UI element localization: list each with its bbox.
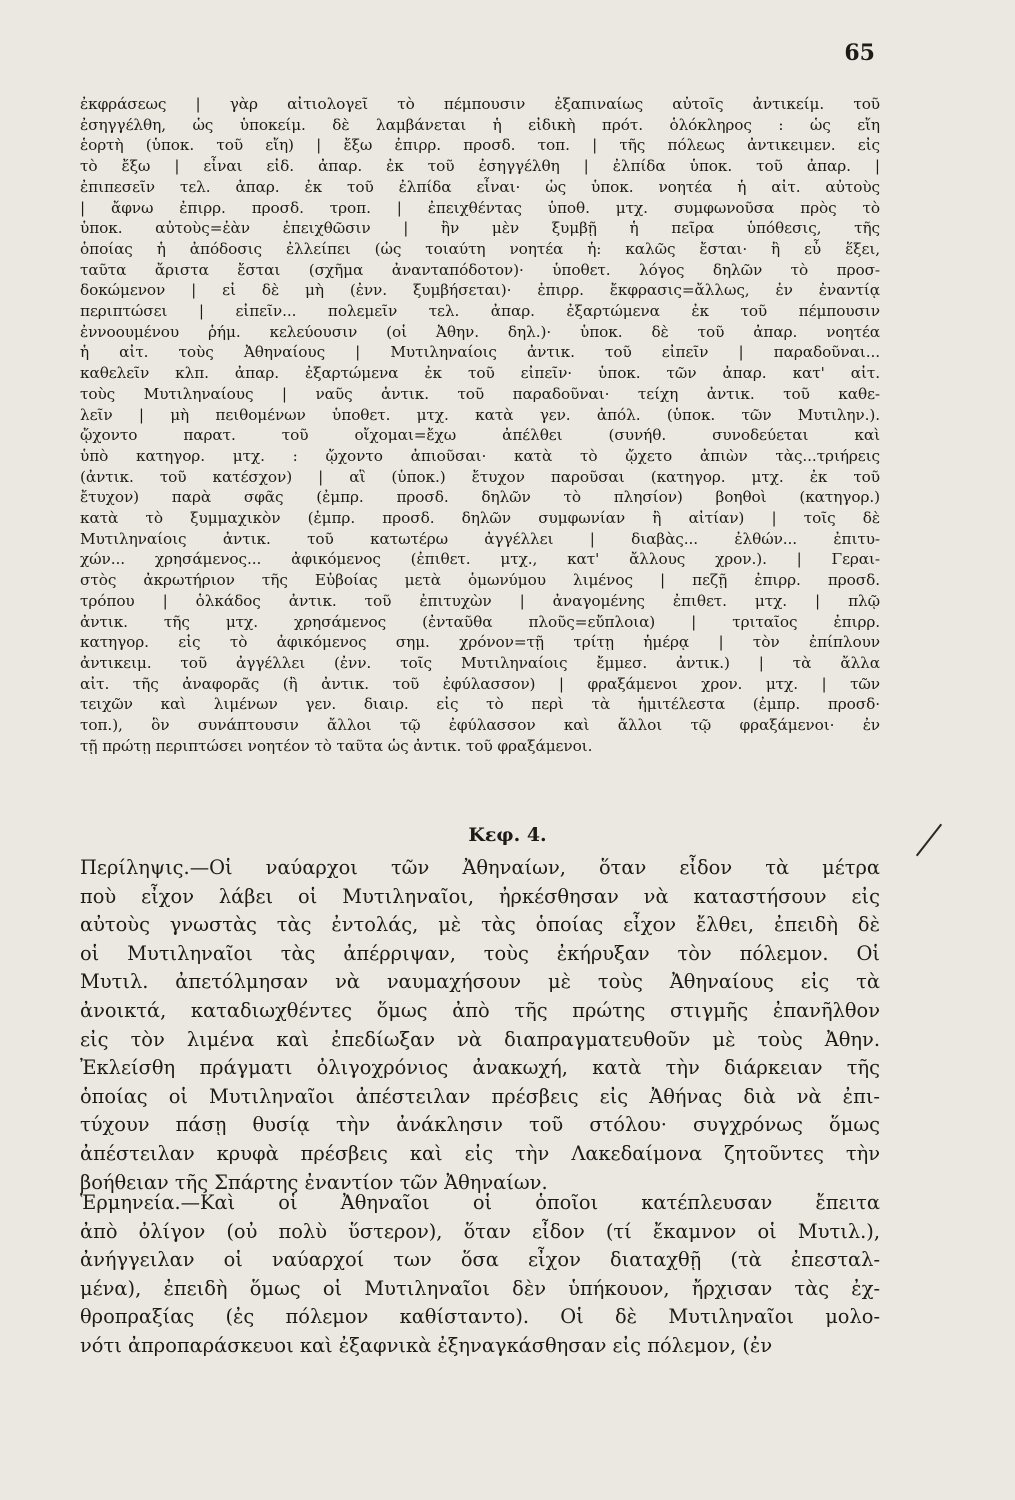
interpretation-paragraph [80,1189,880,1361]
notes-line: κατὰ τὸ ξυμμαχικὸν (ἐμπρ. προσδ. δηλῶν συμφωνίαν ἢ αἰτίαν) | τοῖς δὲ [80,509,880,528]
interpretation-line: μένα), ἐπειδὴ ὅμως οἱ Μυτιληναῖοι δὲν ὑπήκουον, ἤρχισαν τὰς ἐχ- [80,1276,880,1300]
notes-line: ἐννοουμένου ῥήμ. κελεύουσιν (οἱ Ἀθην. δηλ.)· ὑποκ. δὲ τοῦ ἀπαρ. νοητέα [80,322,880,341]
summary-line: τύχουν πάσῃ θυσίᾳ τὴν ἀνάκλησιν τοῦ στόλου· συγχρόνως ὅμως [80,1113,880,1137]
summary-line: Μυτιλ. ἀπετόλμησαν νὰ ναυμαχήσουν μὲ τοὺς Ἀθηναίους εἰς τὰ [80,970,880,994]
summary-line: Ἐκλείσθη πράγματι ὀλιγοχρόνιος ἀνακωχή, κατὰ τὴν διάρκειαν τῆς [80,1056,880,1080]
notes-line: ἑορτὴ (ὑποκ. τοῦ εἴη) | ἔξω ἐπιρρ. προσδ. τοπ. | τῆς πόλεως ἀντικειμεν. εἰς [80,136,880,155]
notes-line: | ἄφνω ἐπιρρ. προσδ. τροπ. | ἐπειχθέντας ὑποθ. μτχ. συμφωνοῦσα πρὸς τὸ [80,198,880,217]
notes-line: ἐκφράσεως | γὰρ αἰτιολογεῖ τὸ πέμπουσιν ἐξαπιναίως αὐτοῖς ἀντικείμ. τοῦ [80,95,880,113]
notes-line: ὁποίας ἡ ἀπόδοσις ἐλλείπει (ὡς τοιαύτη νοητέα ἡ: καλῶς ἔσται· ἢ εὖ ἕξει, [80,239,880,258]
summary-line: βοήθειαν τῆς Σπάρτης ἐναντίον τῶν Ἀθηναίων. [80,1170,548,1194]
notes-line: περιπτώσει | εἰπεῖν... πολεμεῖν τελ. ἀπαρ. ἐξαρτώμενα ἐκ τοῦ πέμπουσιν [80,302,880,321]
notes-line: τὸ ἔξω | εἶναι εἰδ. ἀπαρ. ἐκ τοῦ ἐσηγγέλθη | ἐλπίδα ὑποκ. τοῦ ἀπαρ. | [80,157,880,176]
summary-line: αὐτοὺς γνωστὰς τὰς ἐντολάς, μὲ τὰς ὁποίας εἶχον ἔλθει, ἐπειδὴ δὲ [80,913,880,937]
summary-paragraph [80,854,880,1197]
notes-line: τειχῶν καὶ λιμένων γεν. διαιρ. εἰς τὸ περὶ τὰ ἡμιτέλεστα (ἐμπρ. προσδ· [80,695,880,714]
notes-line: ὑπὸ κατηγορ. μτχ. : ᾤχοντο ἀπιοῦσαι· κατὰ τὸ ᾤχετο ἀπιὼν τὰς...τριήρεις [80,446,880,465]
notes-line: τῇ πρώτῃ περιπτώσει νοητέον τὸ ταῦτα ὡς ἀντικ. τοῦ φραξάμενοι. [80,736,593,755]
notes-line: ἡ αἰτ. τοὺς Ἀθηναίους | Μυτιληναίοις ἀντικ. τοῦ εἰπεῖν | παραδοῦναι... [80,343,880,362]
notes-line: τοπ.), ὃν συνάπτουσιν ἄλλοι τῷ ἐφύλασσον καὶ ἄλλοι τῷ φραξάμενοι· ἐν [80,716,880,735]
notes-line: αἰτ. τῆς ἀναφορᾶς (ἢ ἀντικ. τοῦ ἐφύλασσον) | φραξάμενοι χρον. μτχ. | τῶν [80,674,880,693]
summary-line: οἱ Μυτιληναῖοι τὰς ἀπέρριψαν, τοὺς ἐκήρυξαν τὸν πόλεμον. Οἱ [80,941,880,965]
notes-line: κατηγορ. εἰς τὸ ἀφικόμενος σημ. χρόνον=τῇ τρίτῃ ἡμέρᾳ | τὸν ἐπίπλουν [80,633,880,652]
notes-line: στὸς ἀκρωτήριον τῆς Εὐβοίας μετὰ ὁμωνύμου λιμένος | πεζῇ ἐπιρρ. προσδ. [80,571,880,590]
notes-line: ἀντικ. τῆς μτχ. χρησάμενος (ἐνταῦθα πλοῦς=εὔπλοια) | τριταῖος ἐπιρρ. [80,612,880,631]
summary-line: ἀπέστειλαν κρυφὰ πρέσβεις καὶ εἰς τὴν Λακεδαίμονα ζητοῦντες τὴν [80,1141,880,1165]
summary-line: ποὺ εἶχον λάβει οἱ Μυτιληναῖοι, ἠρκέσθησαν νὰ καταστήσουν εἰς [80,884,880,908]
interpretation-line: θροπραξίας (ἐς πόλεμον καθίσταντο). Οἱ δὲ Μυτιληναῖοι μολο- [80,1305,880,1329]
page-number: 65 [844,40,875,66]
notes-line: καθελεῖν κλπ. ἀπαρ. ἐξαρτώμενα ἐκ τοῦ εἰπεῖν· ὑποκ. τῶν ἀπαρ. κατ' αἰτ. [80,364,880,383]
interpretation-line: ἀπὸ ὀλίγον (οὐ πολὺ ὕστερον), ὅταν εἶδον (τί ἔκαμνον οἱ Μυτιλ.), [80,1219,880,1243]
summary-line: ὁποίας οἱ Μυτιληναῖοι ἀπέστειλαν πρέσβεις εἰς Ἀθήνας διὰ νὰ ἐπι- [80,1084,880,1108]
interpretation-line: νότι ἀπροπαράσκευοι καὶ ἐξαφνικὰ ἐξηναγκάσθησαν εἰς πόλεμον, (ἐν [80,1333,773,1357]
notes-line: δοκώμενον | εἰ δὲ μὴ (ἐνν. ξυμβήσεται)· ἐπιρρ. ἔκφρασις=ἄλλως, ἐν ἐναντίᾳ [80,281,880,300]
notes-line: χών... χρησάμενος... ἀφικόμενος (ἐπιθετ. μτχ., κατ' ἄλλους χρον.). | Γεραι- [80,550,880,569]
notes-line: ᾤχοντο παρατ. τοῦ οἴχομαι=ἔχω ἀπέλθει (συνήθ. συνοδεύεται καὶ [80,426,880,445]
chapter-heading: Κεφ. 4. [468,824,547,846]
notes-line: (ἀντικ. τοῦ κατέσχον) | αἳ (ὑποκ.) ἔτυχον παροῦσαι (κατηγορ. μτχ. ἐκ τοῦ [80,467,880,486]
notes-line: ὑποκ. αὐτοὺς=ἐὰν ἐπειχθῶσιν | ἢν μὲν ξυμβῇ ἡ πεῖρα ὑπόθεσις, τῆς [80,219,880,238]
notes-line: τρόπου | ὁλκάδος ἀντικ. τοῦ ἐπιτυχὼν | ἀναγομένης ἐπιθετ. μτχ. | πλῷ [80,591,880,610]
notes-line: ταῦτα ἄριστα ἔσται (σχῆμα ἀνανταπόδοτον)· ὑποθετ. λόγος δηλῶν τὸ προσ- [80,260,880,279]
notes-line: ἐπιπεσεῖν τελ. ἀπαρ. ἐκ τοῦ ἐλπίδα εἶναι· ὡς ὑποκ. νοητέα ἡ αἰτ. αὐτοὺς [80,177,880,196]
notes-line: ἔτυχον) παρὰ σφᾶς (ἐμπρ. προσδ. δηλῶν τὸ πλησίον) βοηθοὶ (κατηγορ.) [80,488,880,507]
notes-line: ἀντικειμ. τοῦ ἀγγέλλει (ἐνν. τοῖς Μυτιληναίοις ἔμμεσ. ἀντικ.) | τὰ ἄλλα [80,653,880,672]
commentary-notes [80,94,880,757]
interpretation-line: ἀνήγγειλαν οἱ ναύαρχοί των ὅσα εἶχον διαταχθῇ (τὰ ἐπεσταλ- [80,1248,880,1272]
summary-line: Περίληψις.—Οἱ ναύαρχοι τῶν Ἀθηναίων, ὅταν εἶδον τὰ μέτρα [80,856,880,879]
notes-line: Μυτιληναίοις ἀντικ. τοῦ κατωτέρω ἀγγέλλει | διαβὰς... ἐλθών... ἐπιτυ- [80,529,880,548]
notes-line: ἐσηγγέλθη, ὡς ὑποκείμ. δὲ λαμβάνεται ἡ εἰδικὴ πρότ. ὁλόκληρος : ὡς εἴη [80,115,880,134]
notes-line: λεῖν | μὴ πειθομένων ὑποθετ. μτχ. κατὰ γεν. ἀπόλ. (ὑποκ. τῶν Μυτιλην.). [80,405,880,424]
summary-line: ἀνοικτά, καταδιωχθέντες ὅμως ἀπὸ τῆς πρώτης στιγμῆς ἐπανῆλθον [80,998,880,1022]
summary-line: εἰς τὸν λιμένα καὶ ἐπεδίωξαν νὰ διαπραγματευθοῦν μὲ τοὺς Ἀθην. [80,1027,880,1051]
notes-line: τοὺς Μυτιληναίους | ναῦς ἀντικ. τοῦ παραδοῦναι· τείχη ἀντικ. τοῦ καθε- [80,384,880,403]
interpretation-line: Ἑρμηνεία.—Καὶ οἱ Ἀθηναῖοι οἱ ὁποῖοι κατέπλευσαν ἔπειτα [80,1191,880,1214]
